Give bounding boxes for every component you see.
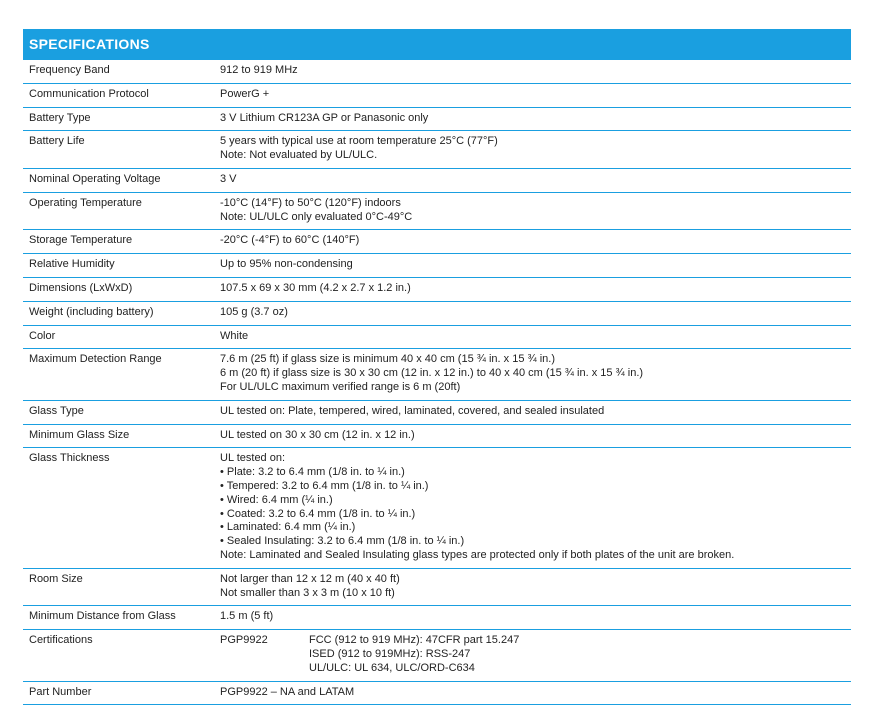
table-row: [23, 448, 851, 568]
row-value: [214, 424, 851, 448]
value-line: -10°C (14°F) to 50°C (120°F) indoors: [220, 196, 401, 209]
value-line: 105 g (3.7 oz): [220, 305, 288, 318]
table-row: [23, 83, 851, 107]
row-label: Battery Life: [23, 131, 214, 169]
table-row: [23, 254, 851, 278]
row-label: Communication Protocol: [23, 83, 214, 107]
value-line: 7.6 m (25 ft) if glass size is minimum 40 x 40 cm (15 ¾ in. x 15 ¾ in.): [220, 353, 556, 366]
row-label: Minimum Glass Size: [23, 424, 214, 448]
row-value: [214, 568, 851, 606]
value-line: • Tempered: 3.2 to 6.4 mm (1/8 in. to ¼ in.): [220, 479, 429, 492]
specifications-table-body: [23, 60, 851, 630]
value-line: • Sealed Insulating: 3.2 to 6.4 mm (1/8 in. to ¼ in.): [220, 535, 465, 548]
row-value: [214, 230, 851, 254]
value-line: 3 V: [220, 172, 237, 185]
table-row: [23, 230, 851, 254]
table-row: [23, 192, 851, 230]
value-line: 6 m (20 ft) if glass size is 30 x 30 cm (12 in. x 12 in.) to 40 x 40 cm (15 ¾ in. x 15 ¾ in.): [220, 367, 644, 380]
row-value: [214, 192, 851, 230]
certification-line: UL/ULC: UL 634, ULC/ORD-C634: [309, 661, 475, 674]
certification-model: PGP9922: [220, 634, 268, 647]
certification-list: [309, 634, 519, 675]
row-value: [214, 60, 851, 83]
value-line: 5 years with typical use at room temperature 25°C (77°F): [220, 135, 498, 148]
table-row: [23, 606, 851, 630]
value-line: Note: Laminated and Sealed Insulating glass types are protected only if both plates of the unit are broken.: [220, 548, 735, 561]
row-value: [214, 107, 851, 131]
row-label: Battery Type: [23, 107, 214, 131]
row-value: [214, 630, 851, 681]
table-row: [23, 107, 851, 131]
row-label: Glass Thickness: [23, 448, 214, 568]
value-line: 3 V Lithium CR123A GP or Panasonic only: [220, 111, 429, 124]
row-value: [214, 131, 851, 169]
value-line: 912 to 919 MHz: [220, 64, 298, 76]
specifications-table: [23, 60, 851, 705]
row-label: Color: [23, 325, 214, 349]
value-line: • Wired: 6.4 mm (¼ in.): [220, 493, 333, 506]
value-line: Not smaller than 3 x 3 m (10 x 10 ft): [220, 586, 395, 599]
value-line: UL tested on 30 x 30 cm (12 in. x 12 in.): [220, 428, 415, 441]
row-value: [214, 325, 851, 349]
row-label: Maximum Detection Range: [23, 349, 214, 400]
certification-line: FCC (912 to 919 MHz): 47CFR part 15.247: [309, 634, 520, 647]
row-label: Part Number: [23, 681, 214, 705]
table-row: [23, 131, 851, 169]
row-label: Minimum Distance from Glass: [23, 606, 214, 630]
row-label: Dimensions (LxWxD): [23, 277, 214, 301]
row-value: [214, 168, 851, 192]
table-row: [23, 301, 851, 325]
table-row-certifications: [23, 630, 851, 681]
row-value: [214, 448, 851, 568]
specifications-table-tail: [23, 630, 851, 705]
row-value: [214, 83, 851, 107]
specifications-title: SPECIFICATIONS: [23, 29, 851, 60]
value-line: 107.5 x 69 x 30 mm (4.2 x 2.7 x 1.2 in.): [220, 281, 411, 294]
value-line: • Coated: 3.2 to 6.4 mm (1/8 in. to ¼ in.): [220, 507, 416, 520]
row-value: [214, 606, 851, 630]
value-line: -20°C (-4°F) to 60°C (140°F): [220, 234, 360, 247]
table-row: [23, 277, 851, 301]
row-value: [214, 277, 851, 301]
table-row: [23, 400, 851, 424]
row-label: Frequency Band: [23, 60, 214, 83]
row-label: Glass Type: [23, 400, 214, 424]
table-row: [23, 168, 851, 192]
certification-line: ISED (912 to 919MHz): RSS-247: [309, 647, 471, 660]
value-line: For UL/ULC maximum verified range is 6 m (20ft): [220, 380, 461, 393]
row-value: [214, 349, 851, 400]
row-value: [214, 400, 851, 424]
row-value: [214, 301, 851, 325]
row-label: Operating Temperature: [23, 192, 214, 230]
value-line: Up to 95% non-condensing: [220, 258, 353, 271]
value-line: PowerG +: [220, 87, 270, 100]
value-line: White: [220, 329, 249, 342]
table-row: [23, 568, 851, 606]
value-line: Note: UL/ULC only evaluated 0°C-49°C: [220, 210, 413, 223]
row-label: Relative Humidity: [23, 254, 214, 278]
table-row: [23, 325, 851, 349]
table-row: [23, 424, 851, 448]
row-value: PGP9922 – NA and LATAM: [214, 681, 851, 705]
table-row-part-number: [23, 681, 851, 705]
value-line: • Plate: 3.2 to 6.4 mm (1/8 in. to ¼ in.): [220, 466, 405, 479]
value-line: 1.5 m (5 ft): [220, 610, 274, 623]
row-label: Storage Temperature: [23, 230, 214, 254]
row-value: [214, 254, 851, 278]
value-line: Note: Not evaluated by UL/ULC.: [220, 149, 378, 162]
row-label: Nominal Operating Voltage: [23, 168, 214, 192]
value-line: Not larger than 12 x 12 m (40 x 40 ft): [220, 572, 400, 585]
value-line: UL tested on:: [220, 452, 286, 465]
certifications-block: [220, 634, 851, 675]
row-label: Room Size: [23, 568, 214, 606]
row-label: Certifications: [23, 630, 214, 681]
table-row: [23, 60, 851, 83]
table-row: [23, 349, 851, 400]
specifications-section: [23, 29, 851, 705]
value-line: UL tested on: Plate, tempered, wired, laminated, covered, and sealed insulated: [220, 404, 605, 417]
row-label: Weight (including battery): [23, 301, 214, 325]
value-line: • Laminated: 6.4 mm (¼ in.): [220, 521, 356, 534]
